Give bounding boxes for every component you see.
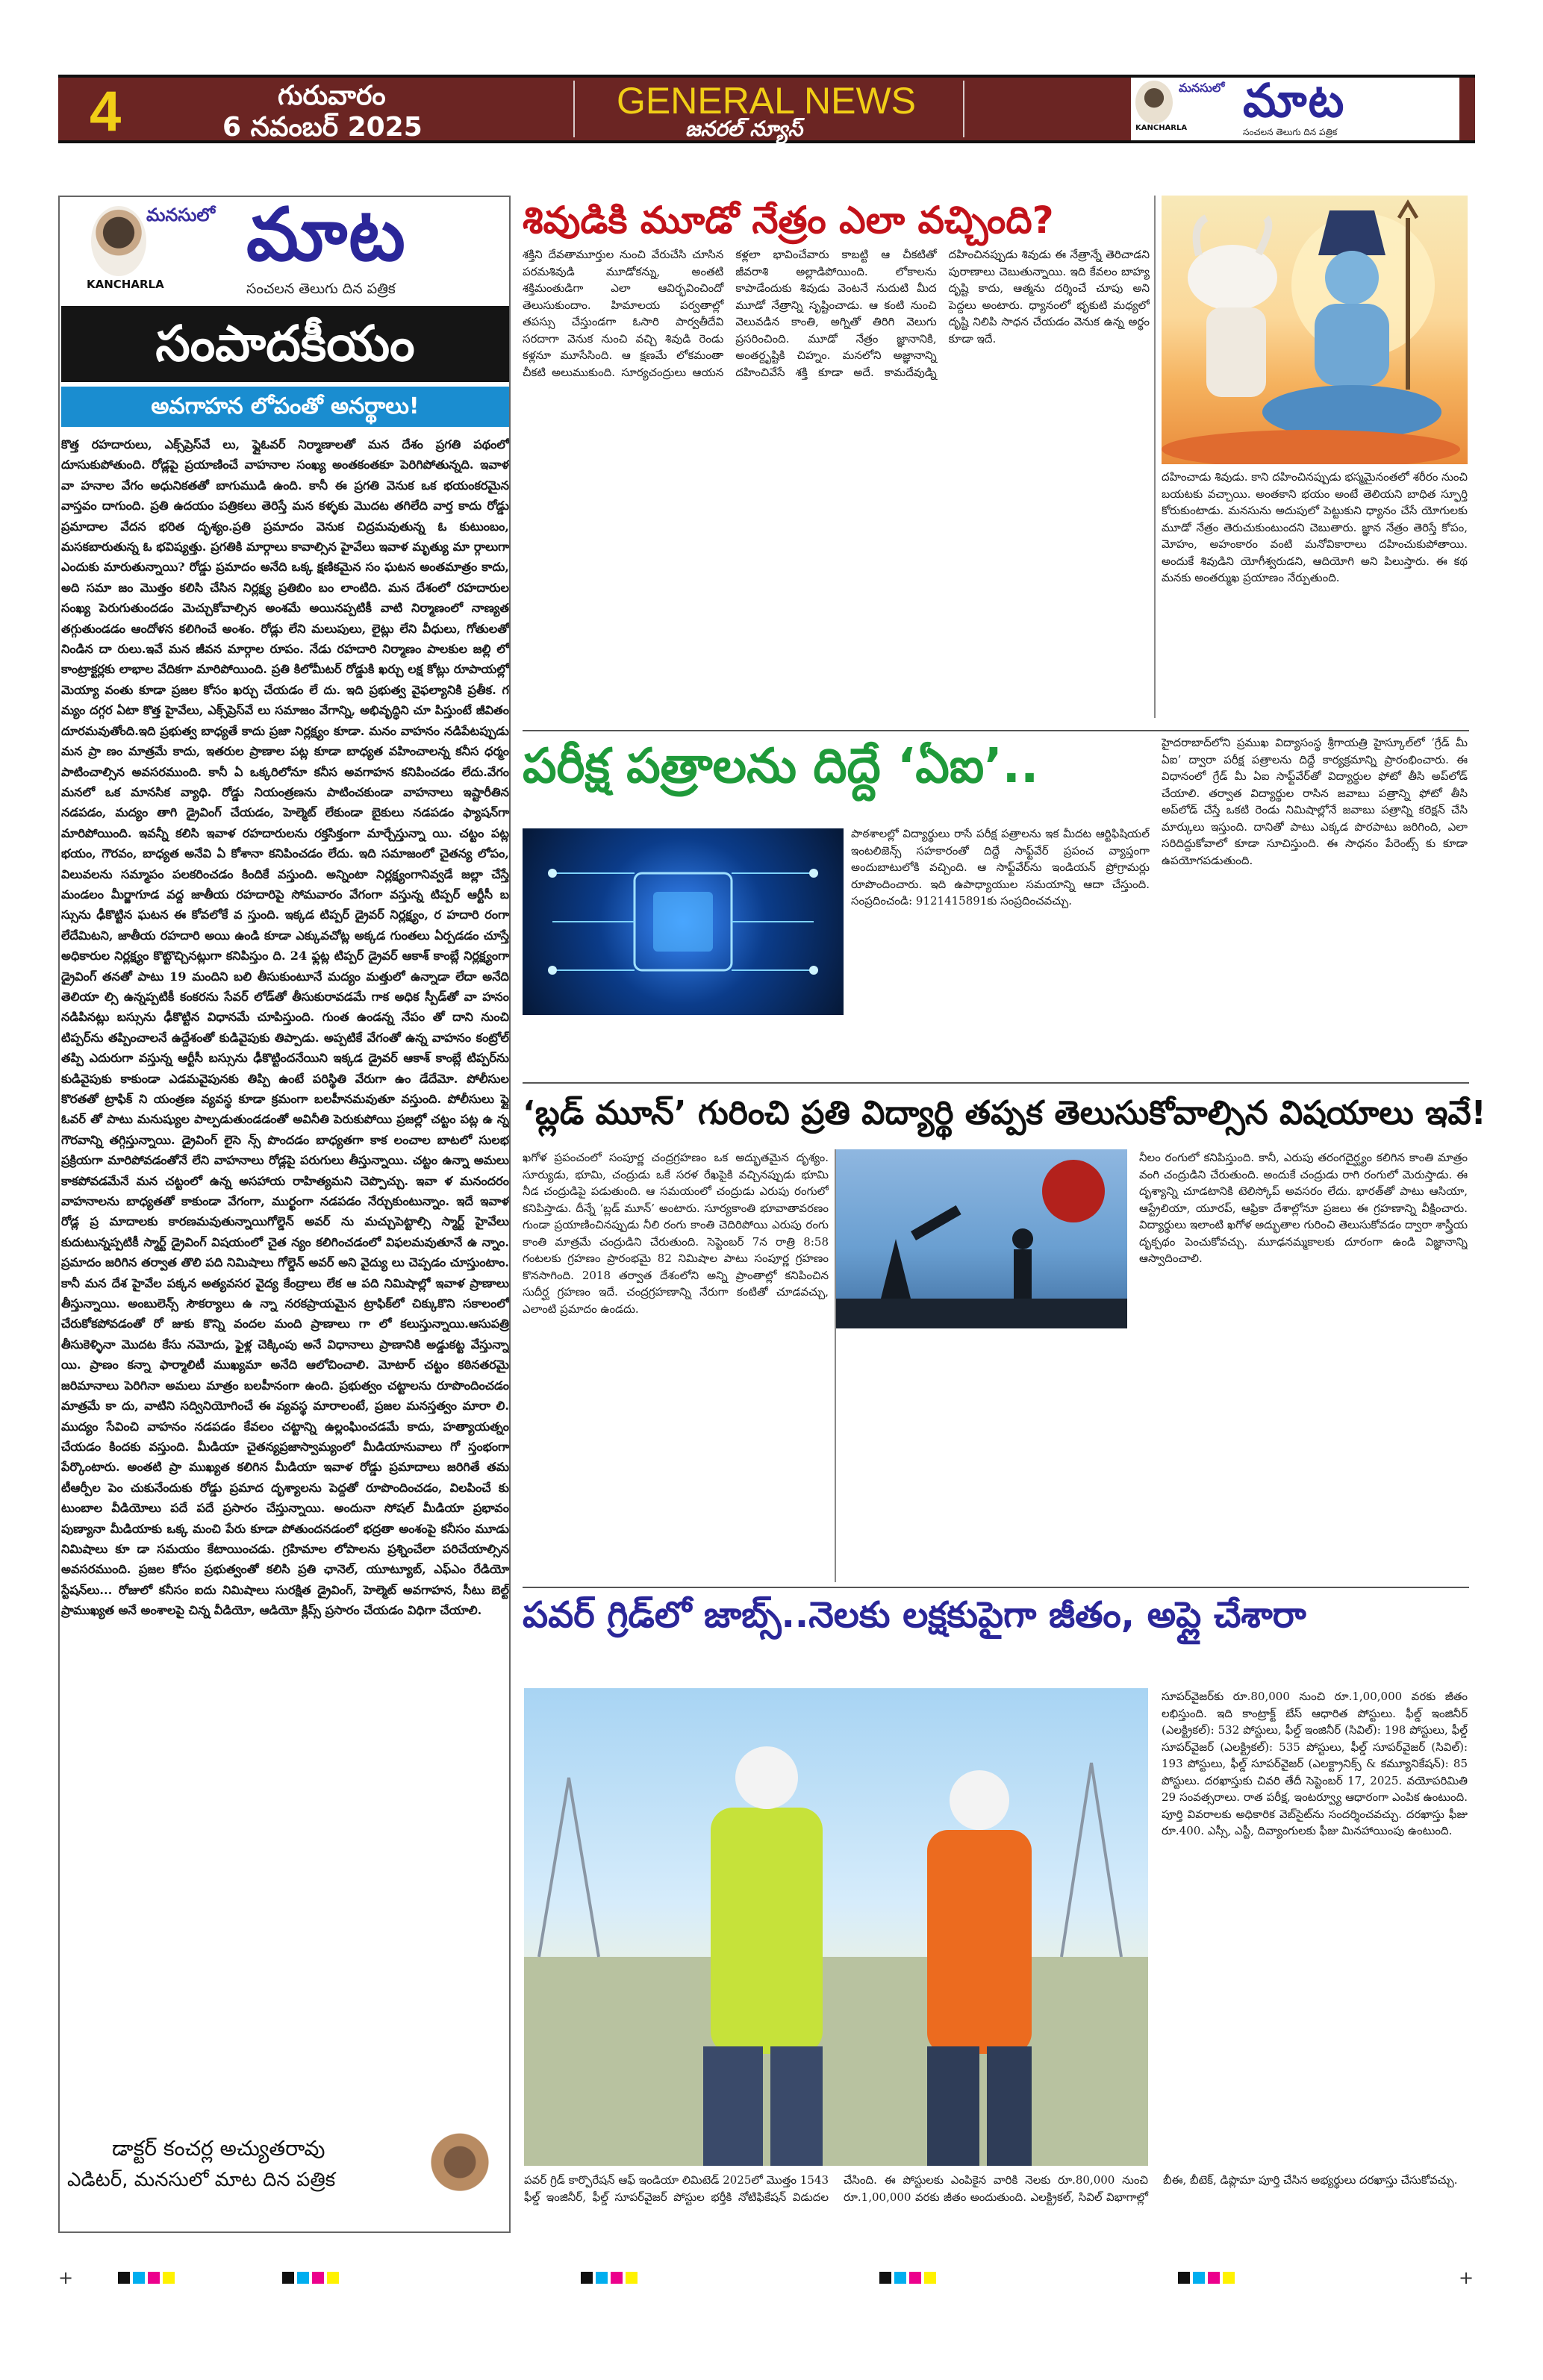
- section-title-te: జనరల్ న్యూస్: [685, 116, 803, 141]
- logo-tagline: సంచలన తెలుగు దిన పత్రిక: [246, 281, 396, 297]
- section-title-en: GENERAL NEWS: [617, 80, 917, 122]
- editorial-logo: [60, 193, 508, 303]
- powergrid-photo: [524, 1688, 1148, 2166]
- color-bar-icon: [58, 2267, 1475, 2288]
- article-body-ai-left: పాఠశాలల్లో విద్యార్థులు రాసే పరీక్ష పత్రాలను ఇక మీదట ఆర్టిఫిషియల్ ఇంటలిజెన్స్ సహకారంతో దిద్దే సాఫ్ట్‌వేర్ ప్రపంచ వ్యాప్తంగా అందుబాటులోకి వచ్చింది. ఆ సాఫ్ట్‌వేర్‌ను ఇండియన్ ప్రోగ్రామర్లు రూపొందించారు. ఇది ఉపాధ్యాయుల సమయాన్ని ఆదా చేస్తుంది. సంప్రదించండి: 9121415891కు సంప్రదించవచ్చు.: [851, 827, 1150, 908]
- logo-brand: KANCHARLA: [1135, 124, 1188, 132]
- article-body-shiva-continued: దహించాడు శివుడు. కాని దహించినప్పుడు భస్మమైనంతలో శరీరం నుంచి బయటకు వచ్చాయి. అంతకాని భయం అంటే తెలియని బాధిత స్ఫూర్తి కోరుకుంటాడు. మనసును అదుపులో పెట్టుకుని ధ్యానం చేసే యోగులకు మూడో నేత్రం తెరుచుకుంటుందని చెబుతారు. జ్ఞాన నేత్రం తెరిస్తే కోపం, మోహం, అహంకారం వంటి మనోవికారాలు దహించుకుపోతాయి. అందుకే శివుడిని యోగీశ్వరుడని, ఆదియోగి అని పిలుస్తారు. ఈ కథ మనకు అంతర్ముఖ ప్రయాణం నేర్పుతుంది.: [1162, 470, 1468, 584]
- article-headline-bloodmoon: ‘బ్లడ్ మూన్’ గురించి ప్రతి విద్యార్థి తప్పక తెలుసుకోవాల్సిన విషయాలు ఇవే!: [523, 1094, 1486, 1132]
- editorial-banner: సంపాదకీయం: [61, 306, 509, 382]
- author-title: ఎడిటర్, మనసులో మాట దిన పత్రిక: [67, 2169, 336, 2191]
- article-divider: [523, 730, 1469, 731]
- article-body-ai: హైదరాబాద్‌లోని ప్రముఖ విద్యాసంస్థ శ్రీగాయత్రి హైస్కూల్‌లో ‘గ్రేడ్ మీ ఏఐ’ ద్వారా పరీక్ష పత్రాలను దిద్దే కార్యక్రమాన్ని ప్రారంభించారు. ఈ విధానంలో గ్రేడ్ మీ ఏఐ సాఫ్ట్‌వేర్‌తో విద్యార్థుల ఫోటో తీసి అప్‌లోడ్ చేయాలి. తర్వాత విద్యార్థుల రాసిన జవాబు పత్రాన్ని ఫోటో తీసి అప్‌లోడ్ చేస్తే ఒకటి రెండు నిమిషాల్లోనే జవాబు పత్రాన్ని కరెక్షన్ చేసి మార్కులు ఇస్తుంది. దానితో పాటు ఎక్కడ పొరపాటు జరిగింది, ఎలా సరిదిద్దుకోవాలో కూడా సూచిస్తుంది. ఈ సాధనం పేరెంట్స్ కు కూడా ఉపయోగపడుతుంది.: [1162, 736, 1468, 867]
- article-headline-shiva: శివుడికి మూడో నేత్రం ఎలా వచ్చింది?: [523, 199, 1054, 242]
- author-photo: [418, 2127, 502, 2220]
- article-body-shiva: శక్తిని దేవతామూర్తుల నుంచి వేరుచేసి చూసిన పరమశివుడి మూడోకన్ను, అంతటి శక్తిమంతుడిగా ఎలా ఆవిర్భవించిందో తెలుసుకుందాం. హిమాలయ పర్వతాల్లో తపస్సు చేస్తుండగా ఓసారి పార్వతీదేవి సరదాగా వెనుక నుంచి వచ్చి శివుడి రెండు కళ్లనూ మూసేసింది. ఆ క్షణమే లోకమంతా చీకటి అలుముకుంది. సూర్యచంద్రులు ఆయన కళ్లలా భావించేవారు కాబట్టి ఆ చీకటితో జీవరాశి అల్లాడిపోయింది. లోకాలను కాపాడేందుకు శివుడు వెంటనే నుదుటి మీద మూడో నేత్రాన్ని సృష్టించాడు. ఆ కంటి నుంచి వెలువడిన కాంతి, అగ్నితో తిరిగి వెలుగు ప్రసరించింది. మూడో నేత్రం జ్ఞానానికి, అంతర్దృష్టికి చిహ్నం. మనలోని అజ్ఞానాన్ని దహించివేసే శక్తి కూడా అదే. కామదేవుడ్ని దహించినప్పుడు శివుడు ఈ నేత్రాన్నే తెరిచాడని పురాణాలు చెబుతున్నాయి. ఇది కేవలం బాహ్య దృష్టి కాదు, ఆత్మను దర్శించే చూపు అని పెద్దలు అంటారు. ధ్యానంలో భృకుటి మధ్యలో దృష్టి నిలిపి సాధన చేయడం వెనుక ఉన్న అర్థం కూడా ఇదే.: [523, 248, 1150, 379]
- founder-portrait-icon: [1135, 81, 1173, 124]
- column-separator: [1154, 196, 1156, 718]
- editorial-body: కొత్త రహదారులు, ఎక్స్‌ప్రెస్‌వే లు, ఫ్లైఓవర్ నిర్మాణాలతో మన దేశం ప్రగతి పథంలో దూసుకుపోతుంది. రోడ్లపై ప్రయాణించే వాహనాల సంఖ్య అంతకంతకూ పెరిగిపోతున్నది. ఇవాళ వా హనాల వేగం అధునికతతో బాగుముడి ఉంది. కానీ ఈ ప్రగతి వెనుక ఒక భయంకరమైన వాస్తవం దాగుంది. ప్రతి ఉదయం పత్రికలు తెరిస్తే మన కళ్ళకు మొదట తగిలేది వార్త కాదు రోడ్డు ప్రమాదాల వేదన భరిత దృశ్యం.ప్రతి ప్రమాదం వెనుక చిద్రమవుతున్న ఓ కుటుంబం, మసకబారుతున్న ఓ భవిష్యత్తు. ప్రగతికి మార్గాలు కావాల్సిన హైవేలు ఇవాళ మృత్యు మా ర్గాలుగా ఎందుకు మారుతున్నాయి? రోడ్డు ప్రమాదం అనేది ఒక్క క్షణికమైన సం ఘటన అంతమాత్రం కాదు, అది సమా జం మొత్తం కలిసి చేసిన నిర్లక్ష్య ప్రతిబిం బం లాంటిది. మన దేశంలో రహదారుల సంఖ్య పెరుగుతుందడం మెచ్చుకోవాల్సిన అంశమే అయినప్పటికీ వాటి నిర్మాణంలో నాణ్యత తగ్గుతుండడం ఆందోళన కలిగించే అంశం. రోడ్లు లేని మలుపులు, లైట్లు లేని వీధులు, గోతులతో నిండిన దా రులు.ఇవే మన జీవన మార్గాల రూపం. నేడు రహదారి నిర్మాణం పాలకుల జల్లి లో కాంట్రాక్టర్లకు లాభాల వేదికగా మారిపోయింది. ప్రతి కిలోమీటర్ రోడ్డుకి ఖర్చు లక్ష కోట్లు రూపాయల్లో మెయ్యా వంతు కూడా ప్రజల కోసం ఖర్చు చేయడం లే దు. ఇది ప్రభుత్వ వైఫల్యానికి ప్రతీక. గ మ్యం దగ్గర ఏటా కొత్త హైవేలు, ఎక్స్‌ప్రెస్‌వే లు సమాజం వేగాన్ని, అభివృద్ధిని చూ పిస్తుంటే జీవితం దూరమవుతోంది.ఇది ప్రభుత్వ బాధ్యతే కాదు ప్రజా నిర్లక్ష్యం కూడా. మనం వాహనం నడిపేటప్పుడు మన ప్రా ణం మాత్రమే కాదు, ఇతరుల ప్రాణాల పట్ల కూడా బాధ్యత వహించాలన్న కనీస ధర్మం పాటించాల్సిన అవసరముంది. కానీ ఏ ఒక్కరిలోనూ కనీస అవగాహన కనిపించడం లేదు.వేగం మనలో ఒక మానసిక వ్యాధి. రోడ్డు నియంత్రణను పాటించకుండా వాహనాలు ఇష్టారీతిన నడపడం, మద్యం తాగి డ్రైవింగ్ చేయడం, హెల్మెట్ లేకుండా బైకులు నడపడం ఫ్యాషన్‌గా మారిపోయింది. ఇవన్నీ కలిసి ఇవాళ రహదారులను రక్తసిక్తంగా మార్చేస్తున్నా యి. చట్టం పట్ల భయం, గౌరవం, బాధ్యత అనేవి ఏ కోశానా కనిపించడం లేదు. ఇది సమాజంలో చైతన్య లోపం, విలువలను సమ్మాపం పలకరించడం కిందికే వస్తుంది. అన్నింటా నిర్లక్ష్యంగానివ్వడే జల్లా చేస్తే మండలం మీర్జాగూడ వద్ద జాతీయ రహదారిపై సోమవారం వేగంగా వస్తున్న టిప్పర్ ఆర్టీసీ బ స్సును ఢీకొట్టిన ఘటన ఈ కోవలోకే వ స్తుంది. ఇక్కడ టిప్పర్ డ్రైవర్ నిర్లక్ష్యం, ర హదారి రంగా లేదేమిటని, జాతీయ రహదారి అయి ఉండి కూడా ఎక్కువచోట్ల అక్కడ గుంతలు ఏర్పడడం చూస్తే అధికారుల నిర్లక్ష్యం కొట్టొచ్చినట్లుగా కనిపిస్తుం ది. 24 ఫ్లట్ల టిప్పర్ డ్రైవర్ ఆకాశ్ కాంబ్లే నిర్లక్ష్యంగా డ్రైవింగ్ తనతో పాటు 19 మందిని బలి తీసుకుంటూనే మద్యం మత్తులో ఉన్నాడా లేదా అనేది తెలియా ల్సి ఉన్నప్పటికీ కంకరను సేవర్ లోడ్‌తో తీసుకురావడమే గాక అధిక స్పీడ్‌తో వా హనం నడిపినట్లు బస్సును ఢీకొట్టిన విధానమే చూపిస్తుంది. గుంత ఉండన్న నేపం తో దాని నుంచి టిప్పర్‌ను తప్పించాలనే ఉద్దేశంతో కుడివైపుకు తిప్పాడు. అప్పటికే వేగంతో ఉన్న వాహనం కంట్రోల్ తప్పి ఎదురుగా వస్తున్న ఆర్టీసీ బస్సును ఢీకొట్టిందనేయిని ఇక్కడ డ్రైవర్ ఆకాశ్ కాంబ్లే టిప్పర్‌ను కుడివైపుకు కాకుండా ఎడమవైపునకు తిప్పి ఉంటే పరిస్థితి వేరుగా ఉం డేదేమో. పోలీసుల కొరతతో ట్రాఫిక్ ని యంత్రణ వ్యవస్థ కూడా క్రమంగా బలహీనమవుతూ వస్తుంది. పోలీసులు ఫ్లై ఓవర్ తో పాటు మనుష్యుల పాల్పడుతుండడంతో అవినీతి పెరుకుపోయి ప్రజల్లో చట్టం పట్ల ఉ న్న గౌరవాన్ని తగ్గిస్తున్నాయి. డ్రైవింగ్ లైసె న్స్ పొందడం బాధ్యతగా కాక లంచాల బాటలో సులభ ప్రక్రియగా మారిపోవడంతోనే లేని వాహనాలు రోడ్లపై పరుగులు తీస్తున్నాయి. చట్టం ఉన్నా అమలు కాకపోవడమేనే మన చట్టంలో ఉన్న అసహాయ రాహిత్యమని చెప్పొచ్చు. ఇవా ళ మనందరం వాహనాలను బాధ్యతతో కాకుండా వేగంగా, ముర్ఖంగా నడపడం నేర్చుకుంటున్నాం. ఇదే ఇవాళ రోడ్ల ప్ర మాదాలకు కారణమవుతున్నాయిగోల్డెన్ అవర్ ‌ను మచ్చుపెట్టాల్సి స్మార్ట్ హైవేలు కుదుటున్నప్పటికీ స్మార్ట్ డ్రైవింగ్ విషయంలో చైత న్యం కలిగించడంలో విఫలమవుతూనే ఉ న్నాం. ప్రమాదం జరిగిన తర్వాత తొలి పది నిమిషాలు గోల్డెన్ అవర్ అని వైద్యు లు చెప్పడం చూస్తుంటాం. కానీ మన దేశ హైవేల పక్కన అత్యవసర వైద్య కేంద్రాలు లేక ఆ పది నిమిషాల్లో ఇవాళ ప్రాణాలు తీస్తున్నాయి. అంబులెన్స్ సౌకర్యాలు ఉ న్నా నరకప్రాయమైన ట్రాఫిక్‌లో చిక్కుకొని సకాలంలో చేరుకోకపోవడంతో రో జుకు కొన్ని వందల మంది ప్రాణాలు గా లో కలుస్తున్నాయి.ఆసుపత్రి తీసుకెళ్ళినా మొదట కేసు నమోదు, ఫైళ్ల చెక్కింపు అనే విధానాలు ప్రాణానికి అడ్డుకట్ట వేస్తున్నా యి. ప్రాణం కన్నా ఫార్మాలిటీ ముఖ్యమా అనేది ఆలోచించాలి. మోటార్ చట్టం కఠినతరమై జరిమానాలు పెరిగినా అమలు మాత్రం బలహీనంగా ఉంది. ప్రభుత్వం చట్టాలను రూపొందించడం మాత్రమే కా దు, వాటిని సద్వినియోగించే ఈ వ్యవస్థ మారాలంటే, ప్రజల మనస్తత్వం మారా లి. ముద్యం సేవించి వాహనం నడపడం కేవలం చట్టాన్ని ఉల్లంఘించడమే కాదు, హత్యాయత్నం చేయడం కిందకు వస్తుంది. మీడియా చైతన్యప్రజాస్వామ్యంలో మీడియానువాలు గో స్తంభంగా పేర్కొంటారు. అంతటి ప్రా ముఖ్యత కలిగిన మీడియా ఇవాళ రోడ్డు ప్రమాదాలు జరిగితే తమ టీఆర్పీల పెం చుకునేందుకు రోడ్డు ప్రమాద దృశ్యాలను పెద్దతో రూపొందించడం, విలపించే కు టుంబాల వీడియోలు పదే పదే ప్రసారం చేస్తున్నాయి. అందునా సోషల్ మీడియా ప్రభావం పుణ్యానా మీడియాకు ఒక్క మంచి పేరు కూడా పోతుందనడంలో భద్రతా అంశంపై కనీసం మూడు నిమిషాలు కూ డా సమయం కేటాయించడు. గ్రహిమాల లోపాలను ప్రశ్నించేలా పరిచేయాల్సిన అవసరముంది. ప్రజల కోసం ప్రభుత్వంతో కలిసి ప్రతి ఛానెల్, యూట్యూబ్, ఎఫ్‌ఎం రేడియో స్టేషన్‌లు... రోజులో కనీసం ఐదు నిమిషాలు సురక్షిత డ్రైవింగ్, హెల్మెట్ అవగాహన, సీటు బెల్ట్ ప్రాముఖ్యత అనే అంశాలపై చిన్న వీడియో, ఆడియో క్లిప్స్ ప్రసారం చేయడం విధిగా చేయాలి.: [61, 437, 509, 1618]
- telescope-silhouette-icon: [836, 1149, 1127, 1328]
- shiva-figure-icon: [1162, 196, 1468, 464]
- header-divider: [963, 81, 964, 137]
- header-divider: [573, 81, 575, 137]
- article-divider: [523, 1587, 1469, 1588]
- svg-text:+: +: [58, 2267, 74, 2288]
- svg-text:+: +: [1459, 2267, 1474, 2288]
- article-body-powergrid-right: సూపర్‌వైజర్‌కు రూ.80,000 నుంచి రూ.1,00,000 వరకు జీతం లభిస్తుంది. ఇది కాంట్రాక్ట్ బేస్ ఆధారిత పోస్టులు. ఫీల్డ్ ఇంజినీర్ (ఎలక్ట్రికల్): 532 పోస్టులు, ఫీల్డ్ ఇంజినీర్ (సివిల్): 198 పోస్టులు, ఫీల్డ్ సూపర్‌వైజర్ (ఎలక్ట్రికల్): 535 పోస్టులు, ఫీల్డ్ సూపర్‌వైజర్ (సివిల్): 193 పోస్టులు, ఫీల్డ్ సూపర్‌వైజర్ (ఎలక్ట్రానిక్స్ & కమ్యూనికేషన్): 85 పోస్టులు. దరఖాస్తుకు చివరి తేదీ సెప్టెంబర్ 17, 2025. వయోపరిమితి 29 సంవత్సరాలు. రాత పరీక్ష, ఇంటర్వ్యూ ఆధారంగా ఎంపిక ఉంటుంది. పూర్తి వివరాలకు అధికారిక వెబ్‌సైట్‌ను సందర్శించవచ్చు. దరఖాస్తు ఫీజు రూ.400. ఎస్సీ, ఎస్టీ, దివ్యాంగులకు ఫీజు మినహాయింపు ఉంటుంది.: [1162, 1690, 1468, 1837]
- editorial-subhead: అవగాహన లోపంతో అనర్థాలు!: [61, 387, 509, 427]
- column-separator: [835, 1149, 836, 1582]
- article-headline-ai: పరీక్ష పత్రాలను దిద్దే ‘ఏఐ’..: [523, 739, 1039, 794]
- page-number: 4: [90, 80, 122, 143]
- header-day: గురువారం: [278, 81, 386, 111]
- logo-tagline: సంచలన తెలుగు దిన పత్రిక: [1243, 127, 1338, 137]
- print-registration-strip: [58, 2267, 1475, 2288]
- author-name: డాక్టర్ కంచర్ల అచ్యుతరావు: [112, 2136, 325, 2161]
- ai-circuit-icon: [523, 828, 844, 1015]
- founder-portrait-icon: [91, 206, 146, 276]
- bloodmoon-photo: [836, 1149, 1127, 1328]
- engineers-substation-icon: [524, 1688, 1148, 2166]
- article-body-powergrid: పవర్ గ్రిడ్ కార్పొరేషన్ ఆఫ్ ఇండియా లిమిటెడ్ 2025లో మొత్తం 1543 ఫీల్డ్ ఇంజినీర్, ఫీల్డ్ సూపర్‌వైజర్ పోస్టుల భర్తీకి నోటిఫికేషన్ విడుదల చేసింది. ఈ పోస్టులకు ఎంపికైన వారికి నెలకు రూ.80,000 నుంచి రూ.1,00,000 వరకు జీతం అందుతుంది. ఎలక్ట్రికల్, సివిల్ విభాగాల్లో బీఈ, బీటెక్, డిప్లొమా పూర్తి చేసిన అభ్యర్థులు దరఖాస్తు చేసుకోవచ్చు.: [524, 2173, 1458, 2204]
- logo-small-text: మనసులో: [146, 204, 216, 225]
- article-body-bloodmoon: ఖగోళ ప్రపంచంలో సంపూర్ణ చంద్రగ్రహణం ఒక అద్భుతమైన దృశ్యం. సూర్యుడు, భూమి, చంద్రుడు ఒకే సరళ రేఖపైకి వచ్చినప్పుడు భూమి నీడ చంద్రుడిపై పడుతుంది. ఆ సమయంలో చంద్రుడు ఎరుపు రంగులో కనిపిస్తాడు. దీన్నే ‘బ్లడ్ మూన్’ అంటారు. సూర్యకాంతి భూవాతావరణం గుండా ప్రయాణించినప్పుడు నీలి రంగు కాంతి చెదిరిపోయి ఎరుపు రంగు కాంతి మాత్రమే చంద్రుడిని చేరుతుంది. సెప్టెంబర్ 7న రాత్రి 8:58 గంటలకు గ్రహణం ప్రారంభమై 82 నిమిషాల పాటు సంపూర్ణ గ్రహణం కొనసాగింది. 2018 తర్వాత దేశంలోని అన్ని ప్రాంతాల్లో కనిపించిన సుదీర్ఘ గ్రహణం ఇదే. చంద్రగ్రహణాన్ని నేరుగా కంటితో చూడవచ్చు, ఎలాంటి ప్రమాదం ఉండదు.: [523, 1151, 829, 1316]
- header-logo: [1131, 73, 1459, 140]
- logo-brand: KANCHARLA: [87, 278, 164, 291]
- article-headline-powergrid: పవర్ గ్రిడ్‌లో జాబ్స్..నెలకు లక్షకుపైగా జీతం, అప్లై చేశారా: [523, 1594, 1306, 1636]
- logo-small-text: మనసులో: [1179, 81, 1225, 95]
- article-body-bloodmoon-continued: నీలం రంగులో కనిపిస్తుంది. కానీ, ఎరుపు తరంగదైర్ఘ్యం కలిగిన కాంతి మాత్రం వంగి చంద్రుడిని చేరుతుంది. అందుకే చంద్రుడు రాగి రంగులో మెరుస్తాడు. ఈ దృశ్యాన్ని చూడటానికి టెలిస్కోప్ అవసరం లేదు. భారత్‌తో పాటు ఆసియా, ఆస్ట్రేలియా, యూరప్, ఆఫ్రికా దేశాల్లోనూ ప్రజలు ఈ గ్రహణాన్ని వీక్షించారు. విద్యార్థులు ఇలాంటి ఖగోళ అద్భుతాల గురించి తెలుసుకోవడం ద్వారా శాస్త్రీయ దృక్పథం పెంచుకోవచ్చు. మూఢనమ్మకాలకు దూరంగా ఉండి విజ్ఞానాన్ని ఆస్వాదించాలి.: [1139, 1151, 1468, 1265]
- header-date: 6 నవంబర్ 2025: [222, 112, 423, 143]
- shiva-illustration: [1162, 196, 1468, 464]
- logo-main-text: మాట: [1243, 73, 1346, 128]
- logo-main-text: మాట: [246, 193, 407, 278]
- ai-illustration: [523, 828, 844, 1015]
- article-divider: [523, 1082, 1469, 1084]
